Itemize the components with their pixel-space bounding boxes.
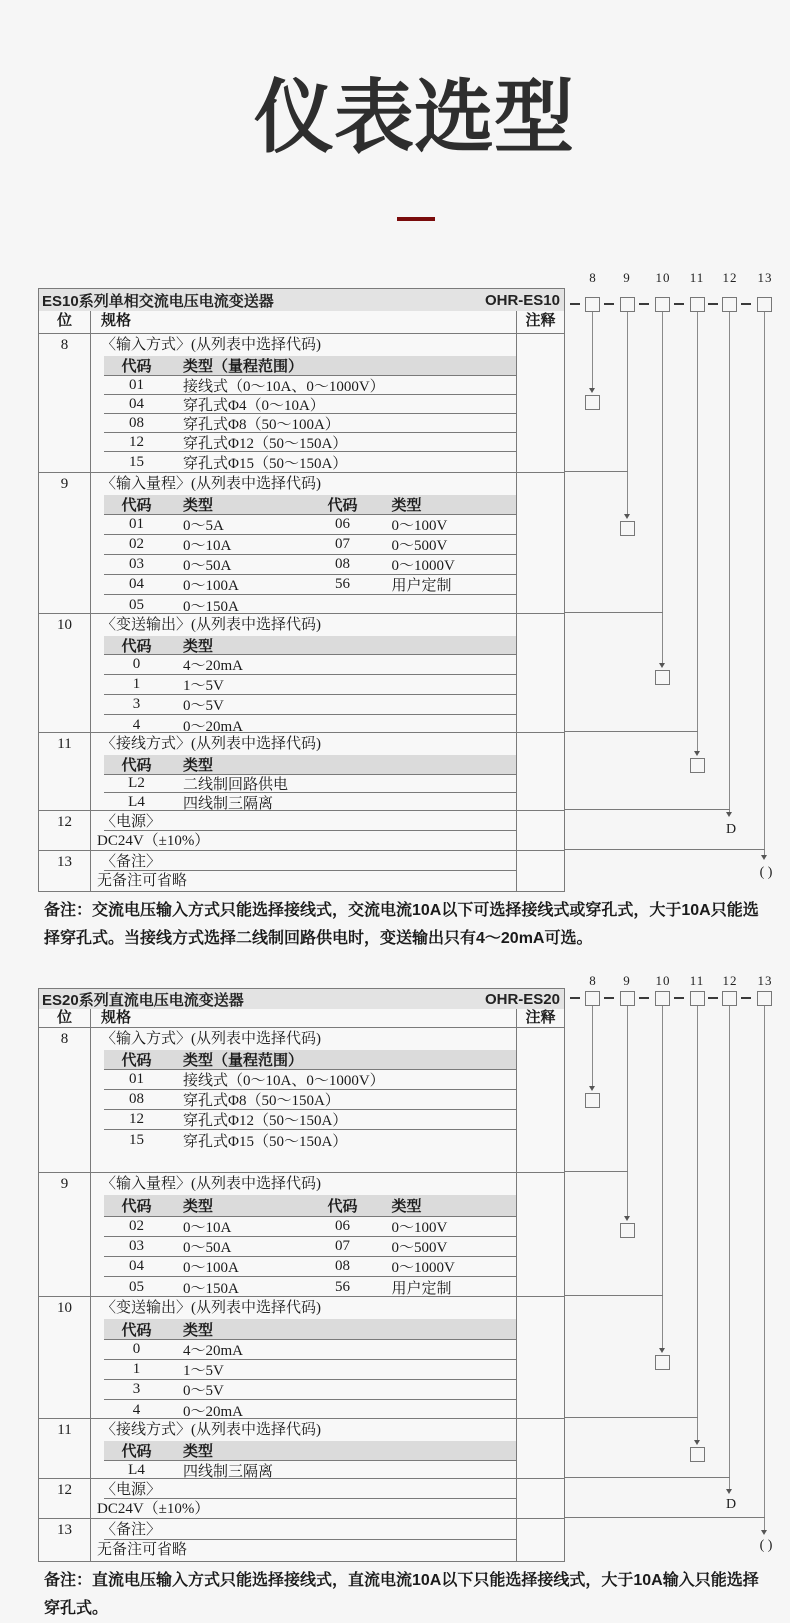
note-cell <box>517 851 564 891</box>
code-entry: 01 接线式（0～10A、0～1000V） <box>104 376 516 395</box>
row-connector-line <box>564 809 730 810</box>
table-title-bar <box>39 289 564 311</box>
row-header: 〈接线方式〉(从列表中选择代码) <box>101 1422 321 1438</box>
table-title: ES20系列直流电压电流变送器 <box>42 991 244 1009</box>
sub-header-row: 代码 类型 <box>104 636 516 655</box>
row-value: DC24V（±10%） <box>97 1501 210 1517</box>
note-cell <box>517 1028 564 1172</box>
position-label: 9 <box>623 270 631 285</box>
code-entry: 05 0～150A <box>129 596 239 615</box>
code-entry: 08 穿孔式Φ8（50～150A） <box>104 1090 516 1110</box>
table-row <box>39 473 564 614</box>
row-header: 〈变送输出〉(从列表中选择代码) <box>101 617 321 633</box>
table-title-bar <box>39 989 564 1009</box>
arrow-down-icon <box>624 1216 630 1221</box>
sub-col-code: 代码 <box>121 358 152 375</box>
dash <box>570 303 580 305</box>
es20-selection-table <box>38 988 565 1562</box>
note-cell <box>517 614 564 732</box>
target-code-box <box>655 1355 670 1370</box>
sub-header-row: 代码 类型（量程范围） <box>104 1050 516 1070</box>
code-entry: 3 0～5V <box>104 1380 516 1400</box>
position-label: 13 <box>757 270 773 285</box>
col-header-spec: 规格 <box>91 1009 517 1027</box>
row-header: 〈变送输出〉(从列表中选择代码) <box>101 1300 321 1316</box>
code-entry: 15 穿孔式Φ15（50～150A） <box>129 453 348 472</box>
code-entry: L4 四线制三隔离 <box>128 1461 274 1480</box>
table-row <box>39 811 564 851</box>
connector-line <box>627 312 628 514</box>
model-code: OHR-ES20 <box>484 990 560 1008</box>
code-entry: 02 0～10A 07 0～500V <box>104 535 516 555</box>
target-code-box <box>690 758 705 773</box>
connector-line <box>592 312 593 388</box>
dash <box>708 997 718 999</box>
table-row <box>39 1419 564 1479</box>
position-number: 13 <box>39 851 91 891</box>
dash <box>639 303 649 305</box>
dash <box>639 997 649 999</box>
code-entry: 04 0～100A 56 用户定制 <box>104 575 516 595</box>
arrow-down-icon <box>589 1086 595 1091</box>
code-box <box>585 991 600 1006</box>
position-number: 9 <box>39 473 91 613</box>
code-entry: 12 穿孔式Φ12（50～150A） <box>104 433 516 452</box>
row-header: 〈输入量程〉(从列表中选择代码) <box>101 476 321 492</box>
arrow-down-icon <box>589 388 595 393</box>
dash <box>708 303 718 305</box>
arrow-down-icon <box>761 1530 767 1535</box>
position-number: 9 <box>39 1173 91 1296</box>
position-label: 12 <box>722 973 738 988</box>
position-label: 10 <box>655 270 671 285</box>
code-box <box>722 297 737 312</box>
connector-line <box>592 1006 593 1086</box>
col-header-note: 注释 <box>525 312 556 329</box>
table-title: ES10系列单相交流电压电流变送器 <box>42 292 274 310</box>
table-row <box>39 1028 564 1173</box>
title-accent-dash <box>397 217 435 221</box>
table-row <box>39 733 564 811</box>
target-code-box <box>585 1093 600 1108</box>
note-cell <box>517 1519 564 1561</box>
dash <box>674 303 684 305</box>
code-entry: 04 穿孔式Φ4（0～10A） <box>104 395 516 414</box>
power-annotation: D <box>725 1497 737 1512</box>
arrow-down-icon <box>694 1440 700 1445</box>
arrow-down-icon <box>659 663 665 668</box>
code-entry: 15 穿孔式Φ15（50～150A） <box>129 1131 348 1150</box>
es10-footnote: 备注：交流电压输入方式只能选择接线式，交流电流10A以下可选择接线式或穿孔式，大于10A只能选择穿孔式。当接线方式选择二线制回路供电时，变送输出只有4～20mA可选。 <box>44 902 759 947</box>
sub-header-row: 代码 类型 代码 类型 <box>104 495 516 515</box>
position-number: 11 <box>39 1419 91 1478</box>
position-label: 8 <box>589 270 597 285</box>
code-entry: 03 0～50A 08 0～1000V <box>104 555 516 575</box>
position-label: 11 <box>689 973 705 988</box>
code-entry: 04 0～100A 08 0～1000V <box>104 1257 516 1277</box>
note-cell <box>517 811 564 850</box>
row-connector-line <box>564 471 628 472</box>
position-label: 10 <box>655 973 671 988</box>
position-number: 10 <box>39 614 91 732</box>
dash <box>674 997 684 999</box>
position-number: 8 <box>39 334 91 472</box>
connector-line <box>697 1006 698 1440</box>
row-value: 无备注可省略 <box>97 873 188 889</box>
connector-line <box>627 1006 628 1216</box>
code-box <box>690 297 705 312</box>
position-number: 12 <box>39 811 91 850</box>
code-entry: 05 0～150A 56 用户定制 <box>129 1278 452 1297</box>
target-code-box <box>585 395 600 410</box>
position-number: 11 <box>39 733 91 810</box>
dash <box>741 997 751 999</box>
code-entry: 08 穿孔式Φ8（50～100A） <box>104 414 516 433</box>
code-entry: L2 二线制回路供电 <box>104 775 516 793</box>
position-number: 12 <box>39 1479 91 1518</box>
dash <box>741 303 751 305</box>
connector-line <box>764 312 765 855</box>
column-header-row <box>39 1009 564 1028</box>
table-row <box>39 851 564 891</box>
row-connector-line <box>564 1417 698 1418</box>
connector-line <box>662 312 663 663</box>
es20-footnote: 备注：直流电压输入方式只能选择接线式，直流电流10A以下只能选择接线式，大于10A输入只能选择穿孔式。 <box>44 1572 759 1617</box>
code-box <box>757 297 772 312</box>
row-connector-line <box>564 1517 765 1518</box>
row-connector-line <box>564 1295 663 1296</box>
sub-header-row: 代码 类型 <box>104 755 516 775</box>
code-box <box>757 991 772 1006</box>
col-header-spec: 规格 <box>91 311 517 333</box>
table-row <box>39 1297 564 1419</box>
col-header-note: 注释 <box>525 1009 556 1026</box>
dash <box>570 997 580 999</box>
row-header: 〈输入方式〉(从列表中选择代码) <box>101 337 321 353</box>
connector-line <box>729 1006 730 1489</box>
code-entry: 4 0～20mA <box>132 716 244 735</box>
remark-annotation: ( ) <box>759 1538 773 1553</box>
row-header: 〈接线方式〉(从列表中选择代码) <box>101 736 321 752</box>
model-code: OHR-ES10 <box>484 291 560 309</box>
row-connector-line <box>564 1171 628 1172</box>
connector-line <box>662 1006 663 1348</box>
power-annotation: D <box>725 822 737 837</box>
note-cell <box>517 1419 564 1478</box>
note-cell <box>517 334 564 472</box>
row-header: 〈备注〉 <box>91 851 516 871</box>
remark-annotation: ( ) <box>759 865 773 880</box>
code-entry: 1 1～5V <box>104 1360 516 1380</box>
dash <box>604 997 614 999</box>
code-entry: 3 0～5V <box>104 695 516 715</box>
position-number: 13 <box>39 1519 91 1561</box>
col-header-pos: 位 <box>39 311 91 333</box>
page-title: 仪表选型 <box>254 73 574 162</box>
target-code-box <box>620 521 635 536</box>
position-label: 13 <box>757 973 773 988</box>
col-header-pos: 位 <box>39 1009 91 1027</box>
code-box <box>722 991 737 1006</box>
row-header: 〈备注〉 <box>91 1519 516 1540</box>
row-value: DC24V（±10%） <box>97 833 210 849</box>
connector-line <box>729 312 730 812</box>
arrow-down-icon <box>726 1489 732 1494</box>
sub-header-row: 代码 类型 代码 类型 <box>104 1195 516 1217</box>
row-connector-line <box>564 612 663 613</box>
row-header: 〈输入方式〉(从列表中选择代码) <box>101 1031 321 1047</box>
position-label: 11 <box>689 270 705 285</box>
target-code-box <box>655 670 670 685</box>
sub-header-row <box>104 356 516 376</box>
note-cell <box>517 1297 564 1418</box>
code-box <box>655 297 670 312</box>
es10-selection-table <box>38 288 565 892</box>
code-entry: 4 0～20mA <box>132 1401 244 1420</box>
code-entry: 02 0～10A 06 0～100V <box>104 1217 516 1237</box>
code-entry: L4 四线制三隔离 <box>128 793 274 812</box>
code-entry: 03 0～50A 07 0～500V <box>104 1237 516 1257</box>
code-box <box>620 991 635 1006</box>
connector-line <box>697 312 698 751</box>
code-entry: 01 0～5A 06 0～100V <box>104 515 516 535</box>
code-box <box>585 297 600 312</box>
position-number: 10 <box>39 1297 91 1418</box>
table-row <box>39 1519 564 1561</box>
row-header: 〈输入量程〉(从列表中选择代码) <box>101 1176 321 1192</box>
arrow-down-icon <box>694 751 700 756</box>
table-row <box>39 1173 564 1297</box>
dash <box>604 303 614 305</box>
target-code-box <box>620 1223 635 1238</box>
sub-header-row: 代码 类型 <box>104 1441 516 1461</box>
note-cell <box>517 1173 564 1296</box>
note-cell <box>517 1479 564 1518</box>
note-cell <box>517 733 564 810</box>
code-box <box>620 297 635 312</box>
table-row <box>39 1479 564 1519</box>
arrow-down-icon <box>761 855 767 860</box>
row-header: 〈电源〉 <box>91 811 516 831</box>
position-number: 8 <box>39 1028 91 1172</box>
table-row <box>39 334 564 473</box>
code-box <box>690 991 705 1006</box>
sub-col-type: 类型（量程范围） <box>183 358 304 375</box>
position-label: 9 <box>623 973 631 988</box>
connector-line <box>764 1006 765 1530</box>
code-entry: 0 4～20mA <box>104 655 516 675</box>
row-value: 无备注可省略 <box>97 1542 188 1558</box>
code-entry: 01 接线式（0～10A、0～1000V） <box>104 1070 516 1090</box>
row-connector-line <box>564 731 698 732</box>
code-box <box>655 991 670 1006</box>
note-cell <box>517 473 564 613</box>
code-entry: 1 1～5V <box>104 675 516 695</box>
arrow-down-icon <box>624 514 630 519</box>
row-connector-line <box>564 849 765 850</box>
position-label: 12 <box>722 270 738 285</box>
sub-header-row: 代码 类型 <box>104 1319 516 1340</box>
target-code-box <box>690 1447 705 1462</box>
row-header: 〈电源〉 <box>91 1479 516 1499</box>
position-label: 8 <box>589 973 597 988</box>
table-row <box>39 614 564 733</box>
arrow-down-icon <box>726 812 732 817</box>
column-header-row <box>39 311 564 334</box>
arrow-down-icon <box>659 1348 665 1353</box>
code-entry: 12 穿孔式Φ12（50～150A） <box>104 1110 516 1130</box>
code-entry: 0 4～20mA <box>104 1340 516 1360</box>
row-connector-line <box>564 1477 730 1478</box>
